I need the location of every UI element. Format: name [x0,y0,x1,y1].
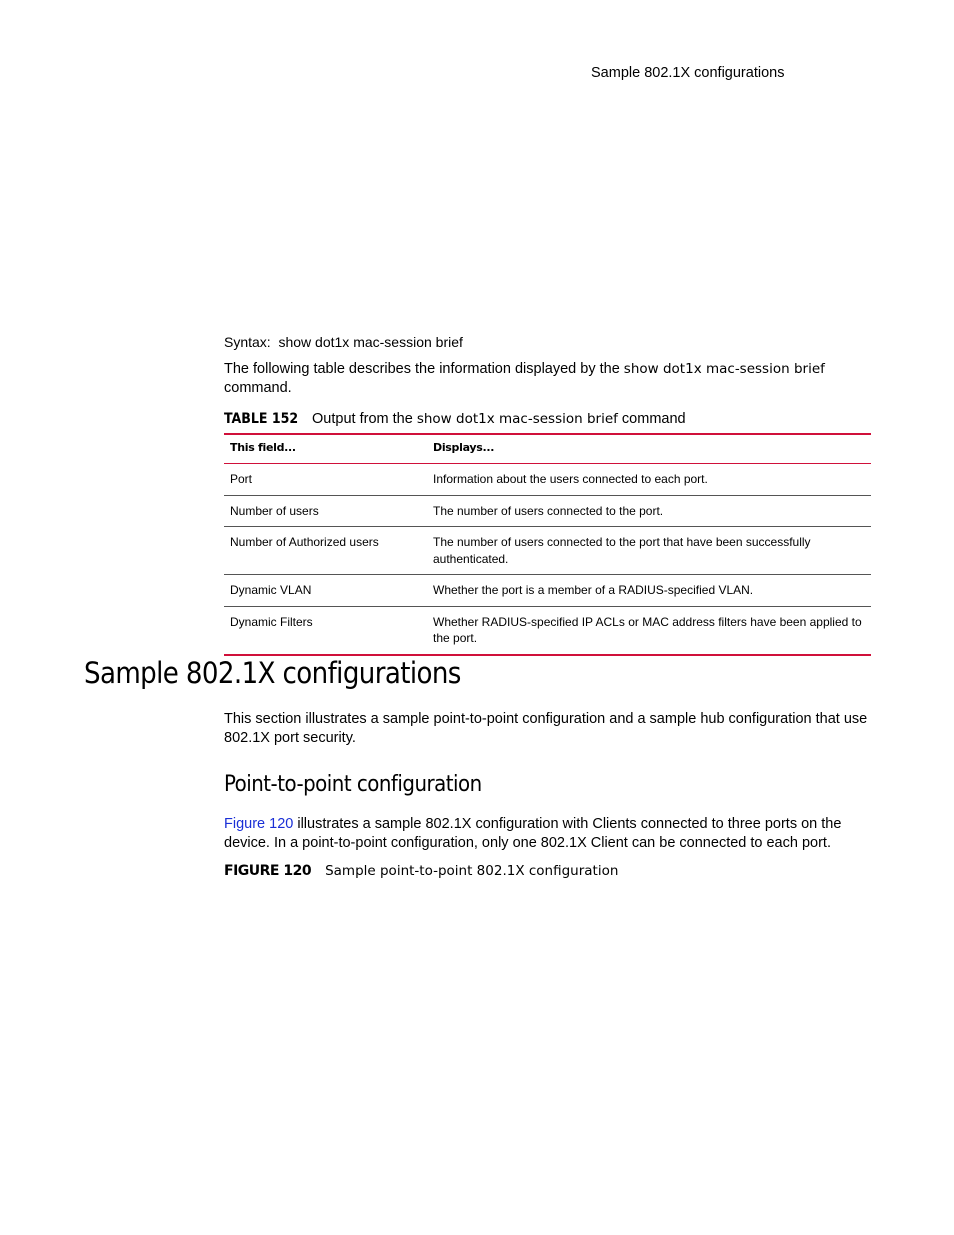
row-field: Dynamic Filters [224,606,427,655]
table-header-row [224,434,871,464]
syntax-label: Syntax: [224,334,271,350]
syntax-line [224,334,463,350]
row-field: Number of Authorized users [224,527,427,575]
figure-label: FIGURE 120 [224,863,312,879]
intro-text-after: command. [224,380,292,396]
table-row [224,464,871,496]
fields-table [224,433,871,656]
header-displays: Displays... [427,434,871,464]
subsection-body-text: illustrates a sample 802.1X configuration with Clients connected to three ports on the device. In a point-to-point configuration, only one 802.1X Client can be connected to each port. [224,816,842,851]
section-heading: Sample 802.1X configurations [84,656,461,690]
table-caption [224,411,686,427]
figure-link[interactable]: Figure 120 [224,816,294,832]
figure-title: Sample point-to-point 802.1X configuration [325,863,619,879]
table-row [224,527,871,575]
syntax-command: show dot1x mac-session brief [278,334,463,350]
intro-command: show dot1x mac-session brief [623,361,825,377]
table-row [224,575,871,607]
table-title-before: Output from the [312,411,417,427]
row-display: Whether the port is a member of a RADIUS-specified VLAN. [427,575,871,607]
table-title-command: show dot1x mac-session brief [416,411,618,427]
row-field: Number of users [224,495,427,527]
row-display: Whether RADIUS-specified IP ACLs or MAC address filters have been applied to the port. [427,606,871,655]
row-display: Information about the users connected to each port. [427,464,871,496]
figure-caption [224,862,618,879]
running-header: Sample 802.1X configurations [591,65,785,81]
table-row [224,495,871,527]
row-display: The number of users connected to the port. [427,495,871,527]
table-row [224,606,871,655]
table-label: TABLE 152 [224,411,299,427]
header-field: This field... [224,434,427,464]
intro-text-before: The following table describes the information displayed by the [224,361,624,377]
row-field: Port [224,464,427,496]
subsection-body [224,815,874,853]
row-display: The number of users connected to the port that have been successfully authenticated. [427,527,871,575]
subsection-heading: Point-to-point configuration [224,772,482,797]
row-field: Dynamic VLAN [224,575,427,607]
table-title-after: command [617,411,686,427]
section-body: This section illustrates a sample point-to-point configuration and a sample hub configuration that use 802.1X port security. [224,711,868,746]
intro-paragraph [224,360,874,398]
